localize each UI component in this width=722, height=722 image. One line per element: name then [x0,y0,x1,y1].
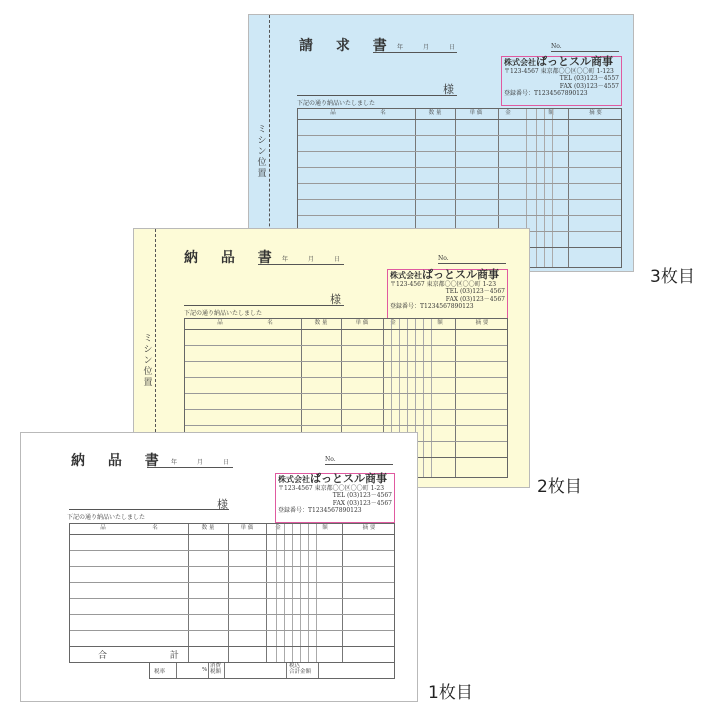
delivery-note: 下記の通り納品いたしました [67,514,146,521]
incl-total-label: 税込 合計金額 [289,663,312,675]
sheet-label-1: 1枚目 [428,683,473,703]
total-label: 合 計 [98,651,209,661]
delivery-sheet-1 [20,432,418,702]
document-number: No. [551,42,619,52]
company-stamp: 株式会社ぱっとスル商事 〒123-4567 東京都〇〇区〇〇町 1-123 TEL (03)123－4557 FAX (03)123－4557 登録番号：T1234567890123 [501,56,622,106]
recipient-line [184,305,344,306]
percent-label: % [202,667,208,673]
document-title: 請 求 書 [299,38,396,54]
item-table: 品 名 数 量 単 価 金 額 摘 要 [297,108,622,268]
date-line: 年 月 日 [147,458,233,468]
delivery-note: 下記の通り納品いたしました [297,100,376,107]
perforation-label: ミシン位置 [143,334,153,388]
tax-amount-label: 消費 税額 [210,663,222,675]
recipient-line [69,509,229,510]
document-number: No. [438,254,506,264]
tax-row [149,663,395,679]
company-stamp: 株式会社ぱっとスル商事 〒123-4567 東京都〇〇区〇〇町 1-23 TEL (03)123－4567 FAX (03)123－4567 登録番号：T1234567890123 [275,473,395,523]
item-table: 品 名 数 量 単 価 金 額 摘 要 合 計 [69,523,395,663]
sheet-label-3: 3枚目 [650,267,695,287]
recipient-honorific: 様 [330,293,341,306]
document-number: No. [325,455,393,465]
date-line: 年 月 日 [373,43,457,53]
company-stamp: 株式会社ぱっとスル商事 〒123-4567 東京都〇〇区〇〇町 1-23 TEL (03)123－4567 FAX (03)123－4567 登録番号：T1234567890123 [387,269,508,319]
recipient-line [297,95,457,96]
document-title: 納 品 書 [71,453,168,469]
delivery-note: 下記の通り納品いたしました [184,310,263,317]
document-title: 納 品 書 [184,250,281,266]
sheet-label-2: 2枚目 [537,477,582,497]
tax-rate-label: 税率 [154,669,166,675]
item-table: 品 名 数 量 単 価 金 額 摘 要 [184,318,508,478]
recipient-honorific: 様 [217,498,228,511]
perforation-label: ミシン位置 [257,125,267,179]
date-line: 年 月 日 [258,255,344,265]
recipient-honorific: 様 [443,83,454,96]
